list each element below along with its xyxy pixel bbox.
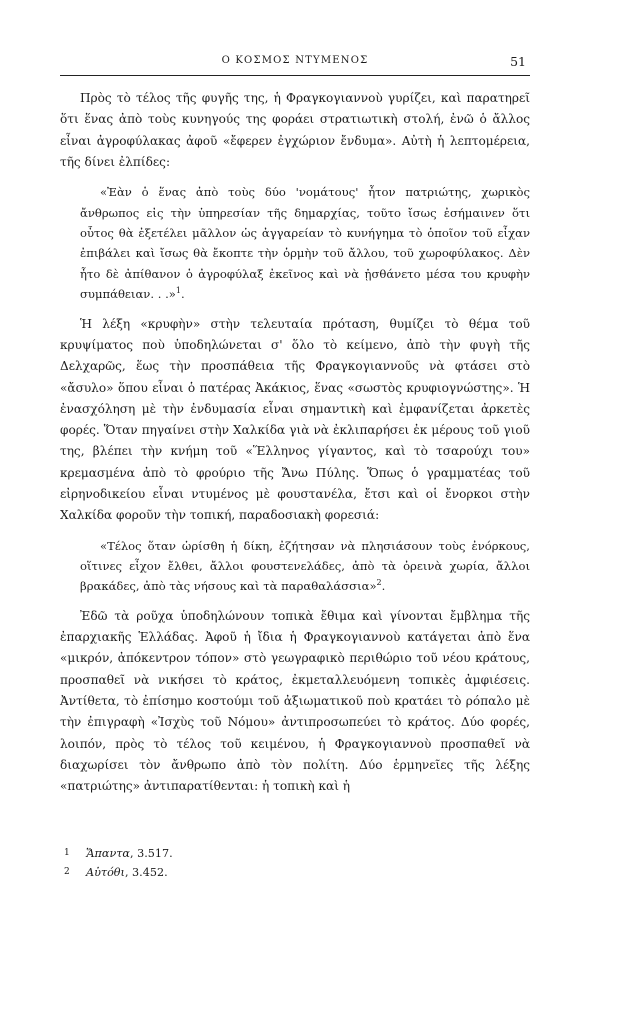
footnote-source-title: Ἅπαντα bbox=[86, 847, 130, 860]
block-quote-2: «Τέλος ὅταν ὡρίσθη ἡ δίκη, ἐζήτησαν νὰ πλησιάσουν τοὺς ἐνόρκους, οἵτινες εἶχον ἔλθει, ἄλλοι φουστενελάδες, ἀπὸ τὰ ὀρεινὰ χωρία, ἄλλοι βρακάδες, ἀπὸ τὰς νήσους καὶ τὰ παραθαλάσσια»$^2$. bbox=[80, 538, 530, 594]
footnote-mark: 2 bbox=[64, 867, 70, 877]
footnote-ref-1: 1 bbox=[175, 286, 181, 296]
footnote-reference: , 3.452. bbox=[124, 866, 168, 879]
footnote-ref-2: 2 bbox=[376, 578, 382, 588]
footnote-mark: 1 bbox=[64, 848, 70, 858]
page-header bbox=[60, 55, 530, 76]
footnote-source-title: Αὐτόθι bbox=[86, 866, 125, 879]
footnote-2 bbox=[64, 863, 524, 882]
footnote-1 bbox=[64, 844, 524, 863]
paragraph-3: Ἐδῶ τὰ ροῦχα ὑποδηλώνουν τοπικὰ ἔθιμα καὶ γίνονται ἔμβλημα τῆς ἐπαρχιακῆς Ἑλλάδας. Ἀφοῦ ἡ ἴδια ἡ Φραγκογιαννοὺ κατάγεται ἀπὸ ἕνα «μικρόν, ἀπόκεντρον τόπον» στὸ γεωγραφικὸ περιθώριο τοῦ νέου κράτους, προσπαθεῖ νὰ νικήσει τὸ κράτος, ἐκμεταλλευόμενη τοπικὲς ἀμφιέσεις. Ἀντίθετα, τὸ ἐπίσημο κοστούμι τοῦ ἀξιωματικοῦ ποὺ κρατάει τὸ ρόπαλο μὲ τὴν ἐπιγραφὴ «Ἰσχὺς τοῦ Νόμου» ἀντιπροσωπεύει τὸ κράτος. Δύο φορές, λοιπόν, πρὸς τὸ τέλος τοῦ κειμένου, ἡ Φραγκογιαννοὺ προσπαθεῖ νὰ διαχωρίσει τὸν ἄνθρωπο ἀπὸ τὸν πολίτη. Δύο ἑρμηνεῖες τῆς λέξης «πατριώτης» ἀντιπαρατίθενται: ἡ τοπικὴ καὶ ἡ bbox=[60, 608, 530, 794]
footnotes bbox=[64, 844, 524, 882]
paragraph-2: Ἡ λέξη «κρυφὴν» στὴν τελευταία πρόταση, θυμίζει τὸ θέμα τοῦ κρυψίματος ποὺ ὑποδηλώνεται σ' ὅλο τὸ κείμενο, ἀπὸ τὴν φυγὴ τῆς Δελχαρῶς, ἕως τὴν προσπάθεια τῆς Φραγκογιαννοῦς νὰ φτάσει στὸ «ἄσυλο» ὅπου εἶναι ὁ πατέρας Ἀκάκιος, ἕνας «σωστὸς κρυφιογνώστης». Ἡ ἐνασχόληση μὲ τὴν ἐνδυμασία εἶναι σημαντικὴ καὶ ἐμφανίζεται ἀρκετὲς φορές. Ὅταν πηγαίνει στὴν Χαλκίδα γιὰ νὰ ἐκλιπαρήσει ἐκ μέρους τοῦ γιοῦ της, βλέπει τὴν κνήμη τοῦ «Ἕλληνος γίγαντος, καὶ τὸ τσαρούχι του» κρεμασμένα ἀπὸ τὸ φρούριο τῆς Ἄνω Πύλης. Ὅπως ὁ γραμματέας τοῦ εἰρηνοδικείου εἶναι ντυμένος μὲ φουστανέλα, ἔτσι καὶ οἱ ἔνορκοι στὴν Χαλκίδα φοροῦν τὴν τοπική, παραδοσιακὴ φορεσιά: bbox=[60, 316, 530, 523]
paragraph-1: Πρὸς τὸ τέλος τῆς φυγῆς της, ἡ Φραγκογιαννοὺ γυρίζει, καὶ παρατηρεῖ ὅτι ἕνας ἀπὸ τοὺς κυνηγούς της φοράει στρατιωτικὴ στολή, ἐνῶ ὁ ἄλλος εἶναι ἀγροφύλακας ἀφοῦ «ἔφερεν ἐγχώριον ἔνδυμα». Αὐτὴ ἡ λεπτομέρεια, τῆς δίνει ἐλπίδες: bbox=[60, 91, 530, 169]
quote-1-text: «Ἐὰν ὁ ἕνας ἀπὸ τοὺς δύο 'νομάτους' ἦτον πατριώτης, χωρικὸς ἄνθρωπος εἰς τὴν ὑπηρεσίαν τῆς δημαρχίας, τοῦτο ἴσως ἐσήμαινεν ὅτι οὗτος θὰ ἐξετέλει μᾶλλον ὡς ἀγγαρείαν τὸ κυνήγημα τὸ ὁποῖον τοῦ εἶχαν ἐπιβάλει καὶ ἴσως θὰ ἔκοπτε τὴν ὁρμὴν τοῦ ἄλλου, τοῦ χωροφύλακος. Δὲν ἦτο δὲ ἀπίθανον ὁ ἀγροφύλαξ ἐκεῖνος καὶ νὰ ᾐσθάνετο μέσα του κρυφὴν συμπάθειαν. . .» bbox=[80, 185, 530, 302]
footnote-reference: , 3.517. bbox=[130, 847, 173, 860]
body-text bbox=[60, 88, 530, 797]
quote-2-text: «Τέλος ὅταν ὡρίσθη ἡ δίκη, ἐζήτησαν νὰ πλησιάσουν τοὺς ἐνόρκους, οἵτινες εἶχον ἔλθει, ἄλλοι φουστενελάδες, ἀπὸ τὰ ὀρεινὰ χωρία, ἄλλοι βρακάδες, ἀπὸ τὰς νήσους καὶ τὰ παραθαλάσσια» bbox=[80, 538, 530, 594]
page-number: 51 bbox=[510, 54, 526, 69]
running-title: Ο ΚΟΣΜΟΣ ΝΤΥΜΕΝΟΣ bbox=[221, 55, 369, 66]
block-quote-1: «Ἐὰν ὁ ἕνας ἀπὸ τοὺς δύο 'νομάτους' ἦτον πατριώτης, χωρικὸς ἄνθρωπος εἰς τὴν ὑπηρεσίαν τῆς δημαρχίας, τοῦτο ἴσως ἐσήμαινεν ὅτι οὗτος θὰ ἐξετέλει μᾶλλον ὡς ἀγγαρείαν τὸ κυνήγημα τὸ ὁποῖον τοῦ εἶχαν ἐπιβάλει καὶ ἴσως θὰ ἔκοπτε τὴν ὁρμὴν τοῦ ἄλλου, τοῦ χωροφύλακος. Δὲν ἦτο δὲ ἀπίθανον ὁ ἀγροφύλαξ ἐκεῖνος καὶ νὰ ᾐσθάνετο μέσα του κρυφὴν συμπάθειαν. . .»$^1$. bbox=[80, 185, 530, 302]
